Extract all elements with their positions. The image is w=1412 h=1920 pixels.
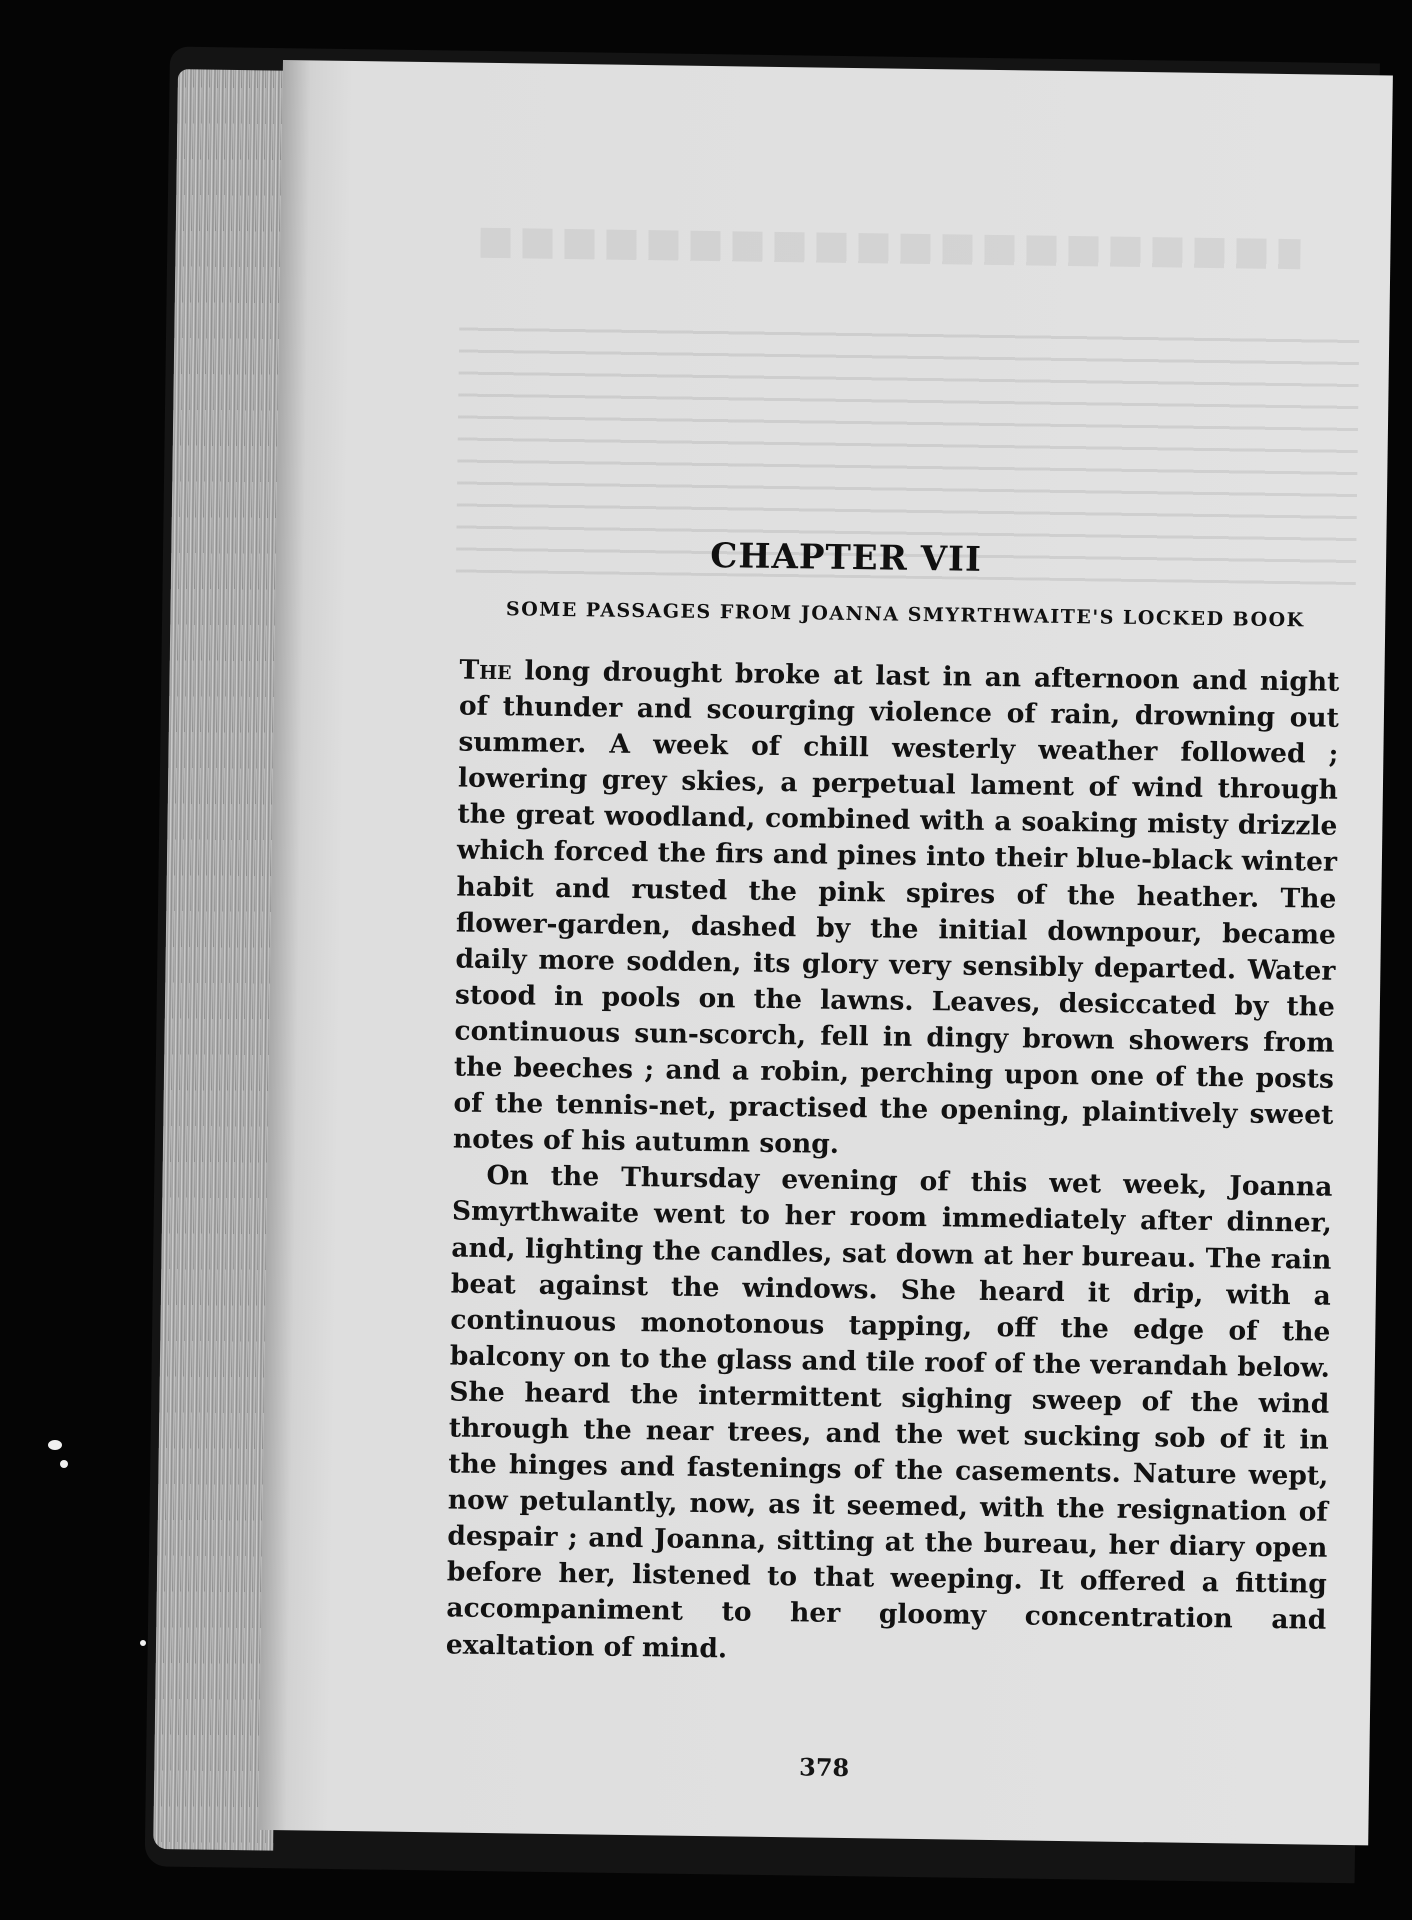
scan-speck <box>48 1440 62 1450</box>
paragraph-lead-word: The <box>459 654 512 687</box>
paragraph-2 <box>446 1158 1333 1676</box>
body-text <box>446 653 1340 1676</box>
scan-speck <box>140 1640 146 1646</box>
page-number: 378 <box>798 1752 850 1783</box>
paragraph-text: On the Thursday evening of this wet week, Joanna Smyrthwaite went to her room immediately after dinner, and, lighting the candles, sat down at her bureau. The rain beat against the windows. She heard it drip, with a continuous monotonous tapping, off the edge of the balcony on to the glass and tile roof of the verandah below. She heard the intermittent sighing sweep of the wind through the near trees, and the wet sucking sob of it in the hinges and fastenings of the casements. Nature wept, now petulantly, now, as it seemed, with the resignation of despair ; and Joanna, sitting at the bureau, her diary open before her, listened to that weeping. It offered a fitting accompaniment to her gloomy concentration and exaltation of mind. <box>445 1160 1333 1664</box>
chapter-subtitle: SOME PASSAGES FROM JOANNA SMYRTHWAITE'S LOCKED BOOK <box>505 598 1305 632</box>
paragraph-text: long drought broke at last in an afternoon and night of thunder and scourging violence of rain, drowning out summer. A week of chill westerly weather followed ; lowering grey skies, a perpetual lament of wind through the great woodland, combined with a soaking misty drizzle which forced the firs and pines into their blue-black winter habit and rusted the pink spires of the heather. The flower-garden, dashed by the initial downpour, became daily more sodden, its glory very sensibly departed. Water stood in pools on the lawns. Leaves, desiccated by the continuous sun-scorch, fell in dingy brown showers from the beeches ; and a robin, perching upon one of the posts of the tennis-net, practised the opening, plaintively sweet notes of his autumn song. <box>452 655 1340 1161</box>
paragraph-1 <box>453 653 1340 1171</box>
show-through-text <box>480 228 1300 269</box>
scan-speck <box>60 1460 68 1468</box>
chapter-title: CHAPTER VII <box>710 536 983 580</box>
book-page <box>258 60 1393 1845</box>
